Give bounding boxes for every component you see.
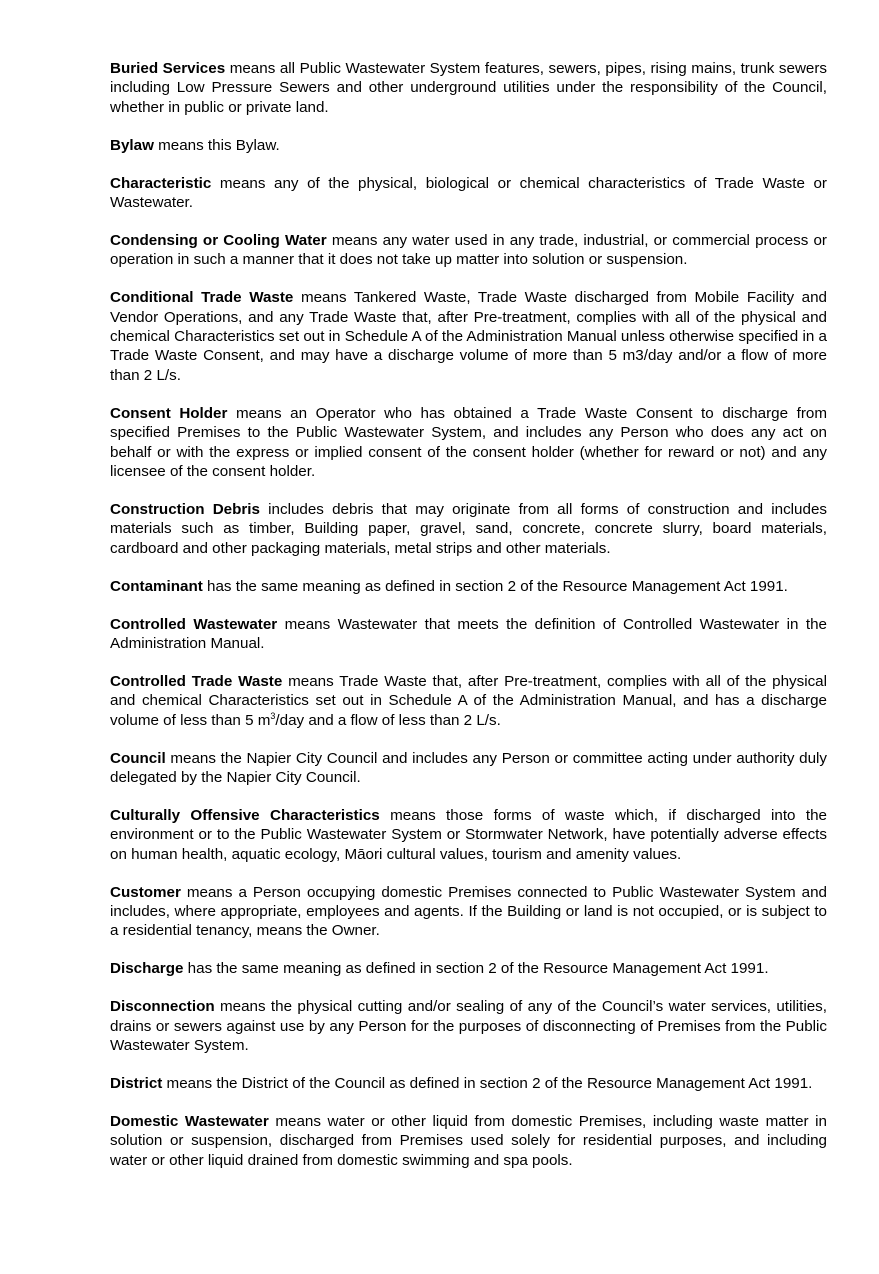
definition-discharge: [110, 959, 827, 978]
definition-conditional-trade-waste: [110, 288, 827, 385]
definition-term: Characteristic: [110, 174, 212, 192]
definition-text: means the Napier City Council and includes any Person or committee acting under authority duly delegated by the Napier City Council.: [110, 749, 827, 786]
definition-text: means those forms of waste which, if discharged into the environment or to the Public Wastewater System or Stormwater Network, have potentially adverse effects on human health, aquatic ecology, Māori cultural values, tourism and amenity values.: [110, 806, 827, 863]
definition-text: means the physical cutting and/or sealing of any of the Council’s water services, utilities, drains or sewers against use by any Person for the purposes of disconnecting of Premises from the Public Wastewater System.: [110, 998, 827, 1055]
definition-term: Buried Services: [110, 60, 226, 77]
definition-controlled-trade-waste: [110, 672, 827, 730]
definition-bylaw: [110, 136, 827, 155]
definition-construction-debris: [110, 500, 827, 558]
definition-text: has the same meaning as defined in section 2 of the Resource Management Act 1991.: [183, 960, 769, 978]
definition-term: Domestic Wastewater: [110, 1112, 269, 1130]
definition-text: includes debris that may originate from all forms of construction and includes materials such as timber, Building paper, gravel, sand, concrete, concrete slurry, board materials, cardboard and other packaging materials, metal strips and other materials.: [110, 500, 827, 557]
definition-term: Customer: [110, 883, 181, 901]
definition-term: Construction Debris: [110, 500, 260, 518]
definition-term: Conditional Trade Waste: [110, 289, 294, 307]
definition-term: Consent Holder: [110, 404, 228, 422]
definition-culturally-offensive-characteristics: [110, 806, 827, 864]
definition-condensing-or-cooling-water: [110, 231, 827, 270]
definition-term: Council: [110, 749, 166, 767]
definition-text: means any of the physical, biological or chemical characteristics of Trade Waste or Wastewater.: [110, 174, 827, 212]
definition-text: means an Operator who has obtained a Trade Waste Consent to discharge from specified Premises to the Public Wastewater System, and includes any Person who does any act on behalf or with the express or implied consent of the consent holder (whether for reward or not) and any licensee of the consent holder.: [110, 404, 827, 480]
definition-text: has the same meaning as defined in section 2 of the Resource Management Act 1991.: [202, 577, 788, 595]
definition-controlled-wastewater: [110, 615, 827, 654]
definition-text: means Wastewater that meets the definition of Controlled Wastewater in the Administration Manual.: [110, 615, 827, 652]
definition-term: Culturally Offensive Characteristics: [110, 806, 380, 824]
definition-term: Controlled Wastewater: [110, 615, 278, 633]
definition-term: District: [110, 1074, 163, 1092]
definition-text: means a Person occupying domestic Premises connected to Public Wastewater System and includes, where appropriate, employees and agents. If the Building or land is not occupied, or is subject to a residential tenancy, means the Owner.: [110, 883, 827, 940]
definition-term: Contaminant: [110, 577, 203, 595]
definition-characteristic: [110, 174, 827, 213]
definition-consent-holder: [110, 404, 827, 482]
definition-text: means any water used in any trade, industrial, or commercial process or operation in such a manner that it does not take up matter into solution or suspension.: [110, 231, 827, 269]
definition-text: means this Bylaw.: [153, 136, 280, 154]
definition-domestic-wastewater: [110, 1112, 827, 1170]
definition-term: Discharge: [110, 960, 184, 978]
definition-text: means water or other liquid from domestic Premises, including waste matter in solution or suspension, discharged from Premises used solely for residential purposes, and including water or other liquid drained from domestic swimming and spa pools.: [110, 1112, 827, 1169]
definition-contaminant: [110, 577, 827, 596]
definition-term: Bylaw: [110, 136, 154, 154]
superscript-cubed: 3: [270, 710, 276, 721]
definition-text: means the District of the Council as defined in section 2 of the Resource Management Act 1991.: [162, 1074, 813, 1092]
definition-term: Controlled Trade Waste: [110, 672, 283, 690]
definition-term: Disconnection: [110, 998, 215, 1016]
definition-text: means all Public Wastewater System features, sewers, pipes, rising mains, trunk sewers including Low Pressure Sewers and other underground utilities under the responsibility of the Council, whether in public or private land.: [110, 60, 828, 116]
definition-buried-services: [110, 59, 827, 117]
definition-disconnection: [110, 997, 827, 1055]
definition-text: means Trade Waste that, after Pre-treatment, complies with all of the physical and chemical Characteristics set out in Schedule A of the Administration Manual, and has a discharge volume of less than 5 m: [110, 672, 827, 729]
definition-council: [110, 749, 827, 788]
definition-text: means Tankered Waste, Trade Waste discharged from Mobile Facility and Vendor Operations, and any Trade Waste that, after Pre-treatment, complies with all of the physical and chemical Characteristics set out in Schedule A of the Administration Manual unless otherwise specified in a Trade Waste Consent, and may have a discharge volume of more than 5 m3/day and/or a flow of more than 2 L/s.: [110, 289, 827, 384]
definition-term: Condensing or Cooling Water: [110, 231, 327, 249]
definition-customer: [110, 883, 827, 941]
definition-text-continued: /day and a flow of less than 2 L/s.: [275, 711, 501, 729]
definition-district: [110, 1074, 827, 1093]
